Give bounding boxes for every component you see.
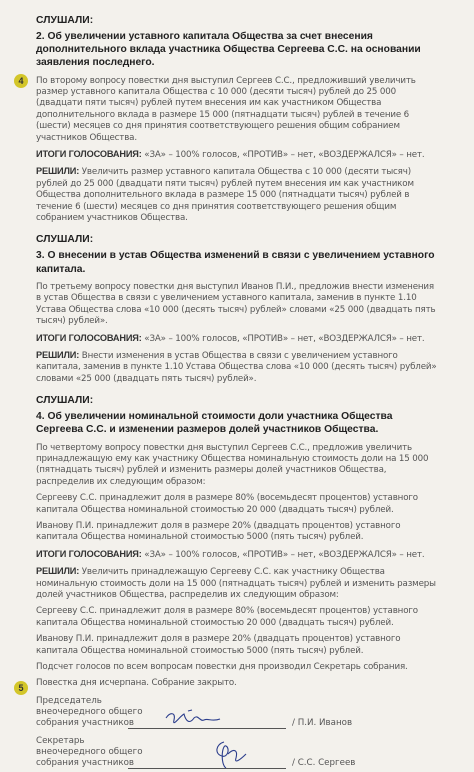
chair-name: / П.И. Иванов xyxy=(292,717,353,728)
meeting-closed-note: Повестка дня исчерпана. Собрание закрыто. xyxy=(36,678,237,689)
chair-signature-block xyxy=(36,696,438,732)
secretary-name: / С.С. Сергеев xyxy=(292,757,356,768)
question-title: 4. Об увеличении номинальной стоимости доли участника Общества Сергеева С.С. и изменении размеров долей участников Общества. xyxy=(36,411,393,436)
heard-heading: СЛУШАЛИ: xyxy=(36,234,94,246)
secretary-signature-block xyxy=(36,736,438,772)
vote-label: ИТОГИ ГОЛОСОВАНИЯ: xyxy=(36,548,142,559)
decision-label: РЕШИЛИ: xyxy=(36,566,80,577)
secretary-title-line2: внеочередного общего xyxy=(36,746,143,757)
share-sergeev: Сергееву С.С. принадлежит доля в размере 80% (восемьдесят процентов) уставного капитала Общества номинальной стоимостью 20 000 (двадцать тысяч) рублей. xyxy=(36,493,418,515)
vote-result xyxy=(36,333,438,345)
secretary-signature-icon xyxy=(206,738,256,770)
decision-text: Увеличить размер уставного капитала Общества с 10 000 (десяти тысяч) рублей до 25 000 (двадцати пяти тысяч) рублей путем внесения им как участником Общества дополнительного вклада в размере 15 000 (пятнадцати тысяч) рублей в течение 6 (шести) месяцев со дня принятия соответствующего решения общим собранием участников Общества. xyxy=(36,167,414,224)
share-ivanov-decided: Иванову П.И. принадлежит доля в размере 20% (двадцать процентов) уставного капитала Общества номинальной стоимостью 5000 (пять тысяч) рублей. xyxy=(36,634,401,656)
vote-result xyxy=(36,149,438,161)
question-title: 3. О внесении в устав Общества изменений в связи с увеличением уставного капитала. xyxy=(36,250,435,275)
question-title: 2. Об увеличении уставного капитала Общества за счет внесения дополнительного вклада участника Общества Сергеева С.С. на основании заявления последнего. xyxy=(36,31,421,69)
secretary-title-line1: Секретарь xyxy=(36,735,85,746)
chair-title-line1: Председатель xyxy=(36,695,102,706)
vote-count-note: Подсчет голосов по всем вопросам повестки дня производил Секретарь собрания. xyxy=(36,662,408,673)
decision xyxy=(36,566,438,601)
share-sergeev-decided: Сергееву С.С. принадлежит доля в размере 80% (восемьдесят процентов) уставного капитала Общества номинальной стоимостью 20 000 (двадцать тысяч) рублей. xyxy=(36,606,418,628)
step-badge-4: 4 xyxy=(14,74,28,88)
secretary-title-line3: собрания участников xyxy=(36,757,135,768)
heard-heading: СЛУШАЛИ: xyxy=(36,395,94,407)
decision-text: Внести изменения в устав Общества в связи с увеличением уставного капитала, заменив в пункте 1.10 Устава Общества слова «10 000 (десять тысяч) рублей» словами «25 000 (двадцать пять тысяч) рублей». xyxy=(36,350,437,384)
chair-signature-icon xyxy=(162,708,232,732)
vote-label: ИТОГИ ГОЛОСОВАНИЯ: xyxy=(36,149,142,160)
decision-label: РЕШИЛИ: xyxy=(36,349,80,360)
section-question-2 xyxy=(36,14,438,224)
vote-label: ИТОГИ ГОЛОСОВАНИЯ: xyxy=(36,332,142,343)
vote-result xyxy=(36,549,438,561)
section-question-3 xyxy=(36,233,438,385)
heard-heading: СЛУШАЛИ: xyxy=(36,15,94,26)
chair-title-line3: собрания участников xyxy=(36,717,135,728)
decision-label: РЕШИЛИ: xyxy=(36,166,80,177)
speech-text: По второму вопросу повестки дня выступил Сергеев С.С., предложивший увеличить размер уставного капитала Общества с 10 000 (десяти тысяч) рублей до 25 000 (двадцати пяти тысяч) рублей путем внесения им как участником Общества дополнительного вклада в размере 15 000 (пятнадцати тысяч) рублей в течение 6 (шести) месяцев со дня принятия соответствующего решения общим собранием участников Общества. xyxy=(36,75,416,143)
decision-text: Увеличить принадлежащую Сергееву С.С. как участнику Общества номинальную стоимость доли на 15 000 (пятнадцать тысяч) рублей и изменить размеры долей участников Общества, распределив их следующим образом: xyxy=(36,567,436,601)
speech-text: По четвертому вопросу повестки дня выступил Сергеев С.С., предложив увеличить принадлежащую ему как участнику Общества номинальную стоимость доли на 15 000 (пятнадцать тысяч) рублей и изменить размеры долей участников Общества, распределив их следующим образом: xyxy=(36,442,429,487)
speech-text: По третьему вопросу повестки дня выступил Иванов П.И., предложив внести изменения в устав Общества в связи с увеличением уставного капитала, заменив в пункте 1.10 Устава Общества слова «10 000 (десять тысяч) рублей» словами «25 000 (двадцать пять тысяч) рублей». xyxy=(36,281,436,327)
vote-text: «ЗА» – 100% голосов, «ПРОТИВ» – нет, «ВОЗДЕРЖАЛСЯ» – нет. xyxy=(141,150,425,161)
section-question-4 xyxy=(36,394,438,657)
chair-title-line2: внеочередного общего xyxy=(36,706,143,717)
share-ivanov: Иванову П.И. принадлежит доля в размере 20% (двадцать процентов) уставного капитала Общества номинальной стоимостью 5000 (пять тысяч) рублей. xyxy=(36,520,401,543)
decision xyxy=(36,166,438,224)
decision xyxy=(36,350,438,385)
step-badge-5: 5 xyxy=(14,681,28,695)
vote-text: «ЗА» – 100% голосов, «ПРОТИВ» – нет, «ВОЗДЕРЖАЛСЯ» – нет. xyxy=(141,549,425,560)
vote-text: «ЗА» – 100% голосов, «ПРОТИВ» – нет, «ВОЗДЕРЖАЛСЯ» – нет. xyxy=(141,333,425,344)
